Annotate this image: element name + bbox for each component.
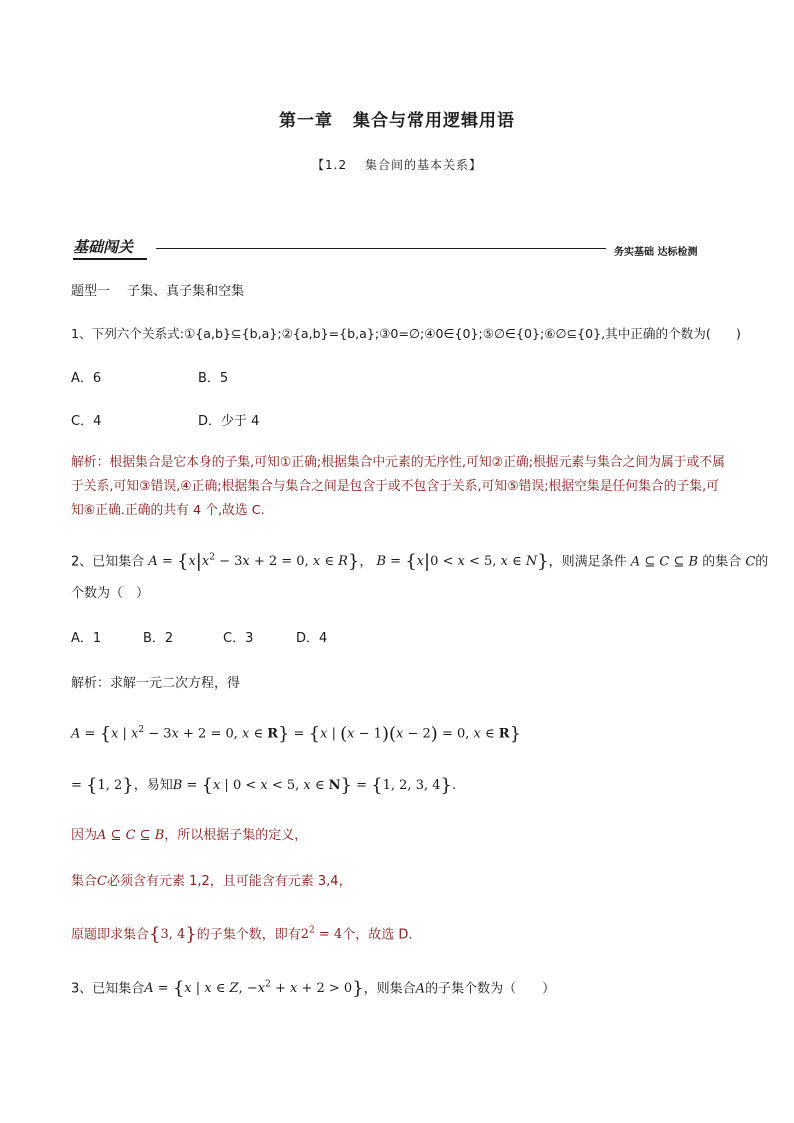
q3-stem — [71, 977, 556, 1000]
q2-stem-prefix: 2、已知集合 — [71, 554, 145, 570]
q2-result-text: ，易知 — [133, 778, 173, 793]
q2-step4-a: 集合 — [71, 874, 98, 889]
q2-solution-step4 — [71, 874, 352, 890]
q2-solution-intro: 解析：求解一元二次方程，得 — [71, 676, 241, 691]
q3-set-formula: A = {x | x ∈ Z, $-x^2 + x + 2 > 0$} — [144, 978, 364, 1000]
q2-option-b: B．2 — [143, 631, 174, 646]
chapter-title — [0, 106, 794, 131]
chapter-name: 集合与常用逻辑用语 — [353, 111, 515, 131]
banner-rule — [156, 248, 606, 249]
q2-step5-set: {3, 4} — [149, 924, 197, 946]
q2-stem-sep: ， — [359, 554, 373, 570]
q2-condition-formula: A ⊆ C ⊆ B — [630, 554, 699, 570]
q2-solution-step3 — [71, 828, 307, 844]
q2-option-a: A．1 — [71, 631, 102, 646]
q1-stem: 1、下列六个关系式:①{a,b}⊆{b,a};②{a,b}={b,a};③0=∅;④0∈{0};⑤∅∈{0};⑥∅⊆{0},其中正确的个数为( ) — [71, 326, 741, 341]
q2-solution-step5 — [71, 923, 413, 946]
q2-solution-equation: A = {x | $x^2 - 3x + 2 = 0$, x ∈ R} = {x | (x − 1)(x − 2) = 0, x ∈ R} — [71, 723, 522, 745]
q1-option-c: C．4 — [71, 414, 102, 429]
q2-step4-b: 必须含有元素 1,2，且可能含有元素 3,4， — [106, 874, 352, 889]
banner-label: 基础闯关 — [73, 238, 134, 256]
q2-stem-line1 — [71, 550, 769, 573]
q1-solution: 解析：根据集合是它本身的子集,可知①正确;根据集合中元素的无序性,可知②正确;根据元素与集合之间为属于或不属于关系,可知③错误,④正确;根据集合与集合之间是包含于或不包含于关系,可知⑤错误;根据空集是任何集合的子集,可知⑥正确.正确的共有 4 个,故选 C. — [71, 455, 725, 518]
q2-step5-a: 原题即求集合 — [71, 927, 150, 943]
q3-stem-end: 的子集个数为（ ） — [425, 981, 556, 997]
section-subtitle: 【1.2 集合间的基本关系】 — [312, 158, 482, 172]
q3-set-a: A — [415, 981, 426, 997]
q2-solution-result — [71, 775, 457, 796]
q2-step5-c: 个，故选 D. — [342, 927, 413, 943]
q1-option-a: A．6 — [71, 371, 102, 386]
q2-set-a-formula: $A = \{x|x^2 - 3x + 2 = 0$, x ∈ R} — [148, 551, 360, 573]
q2-stem-line2: 个数为（ ） — [71, 586, 150, 601]
q2-step5-formula: $2^2 = 4$ — [300, 926, 343, 943]
q1-option-d: D．少于 4 — [198, 414, 260, 429]
q2-result-a: = {1, 2} — [71, 775, 134, 796]
q2-stem-end: 的 — [755, 554, 769, 570]
q2-result-b: B = {x | 0 < x < 5, x ∈ N} = {1, 2, 3, 4}. — [172, 775, 457, 796]
q1-option-b: B．5 — [198, 371, 229, 386]
q2-step5-b: 的子集个数，即有 — [196, 927, 301, 943]
section-heading: 题型一 子集、真子集和空集 — [71, 284, 245, 299]
q2-step4-set-c: C — [97, 874, 107, 889]
q2-option-d: D．4 — [296, 631, 328, 646]
banner-underline — [73, 258, 147, 260]
q2-step3-formula: A ⊆ C ⊆ B — [97, 828, 165, 843]
q2-stem-suffix: ，则满足条件 — [548, 554, 627, 570]
chapter-number: 第一章 — [279, 111, 333, 131]
q3-stem-suffix: ，则集合 — [363, 981, 416, 997]
q2-option-c: C．3 — [223, 631, 254, 646]
q2-step3-a: 因为 — [71, 828, 98, 843]
q2-step3-b: ，所以根据子集的定义， — [164, 828, 308, 843]
q2-set-c: C — [745, 554, 756, 570]
q3-stem-prefix: 3、已知集合 — [71, 981, 145, 997]
banner-tagline: 务实基础 达标检测 — [614, 247, 698, 258]
q2-set-b-formula: B = {x|0 < x < 5, x ∈ N} — [376, 551, 549, 573]
q2-stem-suffix2: 的集合 — [702, 554, 742, 570]
